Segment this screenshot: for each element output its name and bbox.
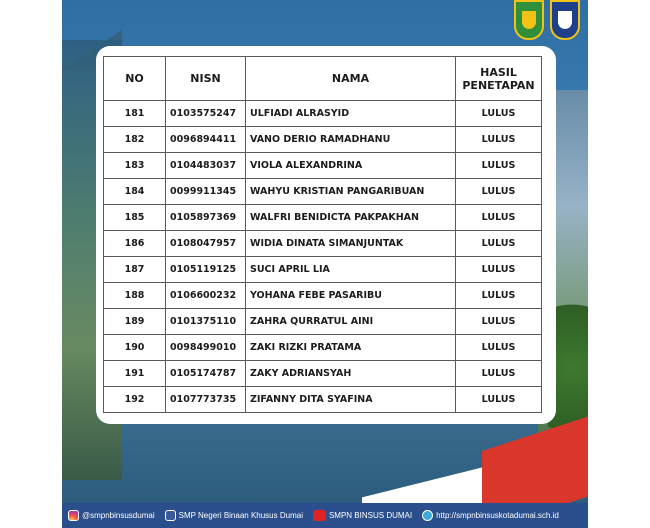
table-row — [104, 361, 542, 387]
header-logos — [514, 0, 580, 40]
cell-no: 190 — [104, 335, 166, 361]
cell-hasil: LULUS — [456, 283, 542, 309]
city-emblem-logo — [514, 0, 544, 40]
cell-hasil: LULUS — [456, 231, 542, 257]
cell-no: 189 — [104, 309, 166, 335]
graduation-results-table — [103, 56, 542, 413]
instagram-icon — [68, 510, 79, 521]
table-row — [104, 127, 542, 153]
cell-no: 191 — [104, 361, 166, 387]
table-row — [104, 257, 542, 283]
cell-nisn: 0105897369 — [166, 205, 246, 231]
cell-hasil: LULUS — [456, 309, 542, 335]
cell-hasil: LULUS — [456, 257, 542, 283]
table-row — [104, 387, 542, 413]
table-row — [104, 309, 542, 335]
table-header-row — [104, 57, 542, 101]
cell-no: 185 — [104, 205, 166, 231]
cell-nisn: 0108047957 — [166, 231, 246, 257]
instagram-handle: @smpnbinsusdumai — [82, 511, 155, 520]
facebook-name: SMP Negeri Binaan Khusus Dumai — [178, 511, 303, 520]
cell-nama: VANO DERIO RAMADHANU — [246, 127, 456, 153]
cell-no: 188 — [104, 283, 166, 309]
youtube-link[interactable] — [313, 510, 412, 521]
table-row — [104, 283, 542, 309]
social-footer — [62, 503, 588, 528]
table-row — [104, 101, 542, 127]
instagram-link[interactable] — [68, 510, 155, 521]
header-hasil-penetapan — [456, 57, 542, 101]
cell-nisn: 0106600232 — [166, 283, 246, 309]
cell-hasil: LULUS — [456, 387, 542, 413]
cell-nama: ZIFANNY DITA SYAFINA — [246, 387, 456, 413]
youtube-channel: SMPN BINSUS DUMAI — [328, 511, 413, 520]
cell-nisn: 0101375110 — [166, 309, 246, 335]
cell-no: 187 — [104, 257, 166, 283]
cell-hasil: LULUS — [456, 361, 542, 387]
cell-nisn: 0098499010 — [166, 335, 246, 361]
cell-hasil: LULUS — [456, 153, 542, 179]
website-url: http://smpnbinsuskotadumai.sch.id — [436, 511, 559, 520]
school-emblem-logo — [550, 0, 580, 40]
cell-nisn: 0104483037 — [166, 153, 246, 179]
header-hasil-line1: HASIL — [480, 65, 517, 79]
cell-nama: ZAKY ADRIANSYAH — [246, 361, 456, 387]
cell-nisn: 0105119125 — [166, 257, 246, 283]
facebook-icon — [165, 510, 176, 521]
cell-nama: VIOLA ALEXANDRINA — [246, 153, 456, 179]
cell-nama: SUCI APRIL LIA — [246, 257, 456, 283]
table-row — [104, 153, 542, 179]
header-nisn: NISN — [166, 57, 246, 101]
cell-hasil: LULUS — [456, 127, 542, 153]
cell-nama: WALFRI BENIDICTA PAKPAKHAN — [246, 205, 456, 231]
cell-nisn: 0107773735 — [166, 387, 246, 413]
cell-hasil: LULUS — [456, 179, 542, 205]
header-no: NO — [104, 57, 166, 101]
cell-nama: WAHYU KRISTIAN PANGARIBUAN — [246, 179, 456, 205]
cell-nisn: 0103575247 — [166, 101, 246, 127]
facebook-link[interactable] — [165, 510, 303, 521]
globe-icon — [422, 510, 433, 521]
cell-no: 192 — [104, 387, 166, 413]
table-row — [104, 231, 542, 257]
cell-nisn: 0099911345 — [166, 179, 246, 205]
cell-no: 184 — [104, 179, 166, 205]
table-row — [104, 335, 542, 361]
cell-nama: WIDIA DINATA SIMANJUNTAK — [246, 231, 456, 257]
table-row — [104, 179, 542, 205]
cell-no: 181 — [104, 101, 166, 127]
cell-hasil: LULUS — [456, 335, 542, 361]
cell-nisn: 0105174787 — [166, 361, 246, 387]
header-hasil-line2: PENETAPAN — [462, 78, 535, 92]
cell-no: 183 — [104, 153, 166, 179]
table-row — [104, 205, 542, 231]
cell-no: 186 — [104, 231, 166, 257]
website-link[interactable] — [422, 510, 559, 521]
cell-nama: ULFIADI ALRASYID — [246, 101, 456, 127]
cell-nama: YOHANA FEBE PASARIBU — [246, 283, 456, 309]
cell-hasil: LULUS — [456, 205, 542, 231]
cell-no: 182 — [104, 127, 166, 153]
header-nama: NAMA — [246, 57, 456, 101]
youtube-icon — [313, 510, 326, 521]
cell-nama: ZAKI RIZKI PRATAMA — [246, 335, 456, 361]
cell-nama: ZAHRA QURRATUL AINI — [246, 309, 456, 335]
cell-nisn: 0096894411 — [166, 127, 246, 153]
cell-hasil: LULUS — [456, 101, 542, 127]
